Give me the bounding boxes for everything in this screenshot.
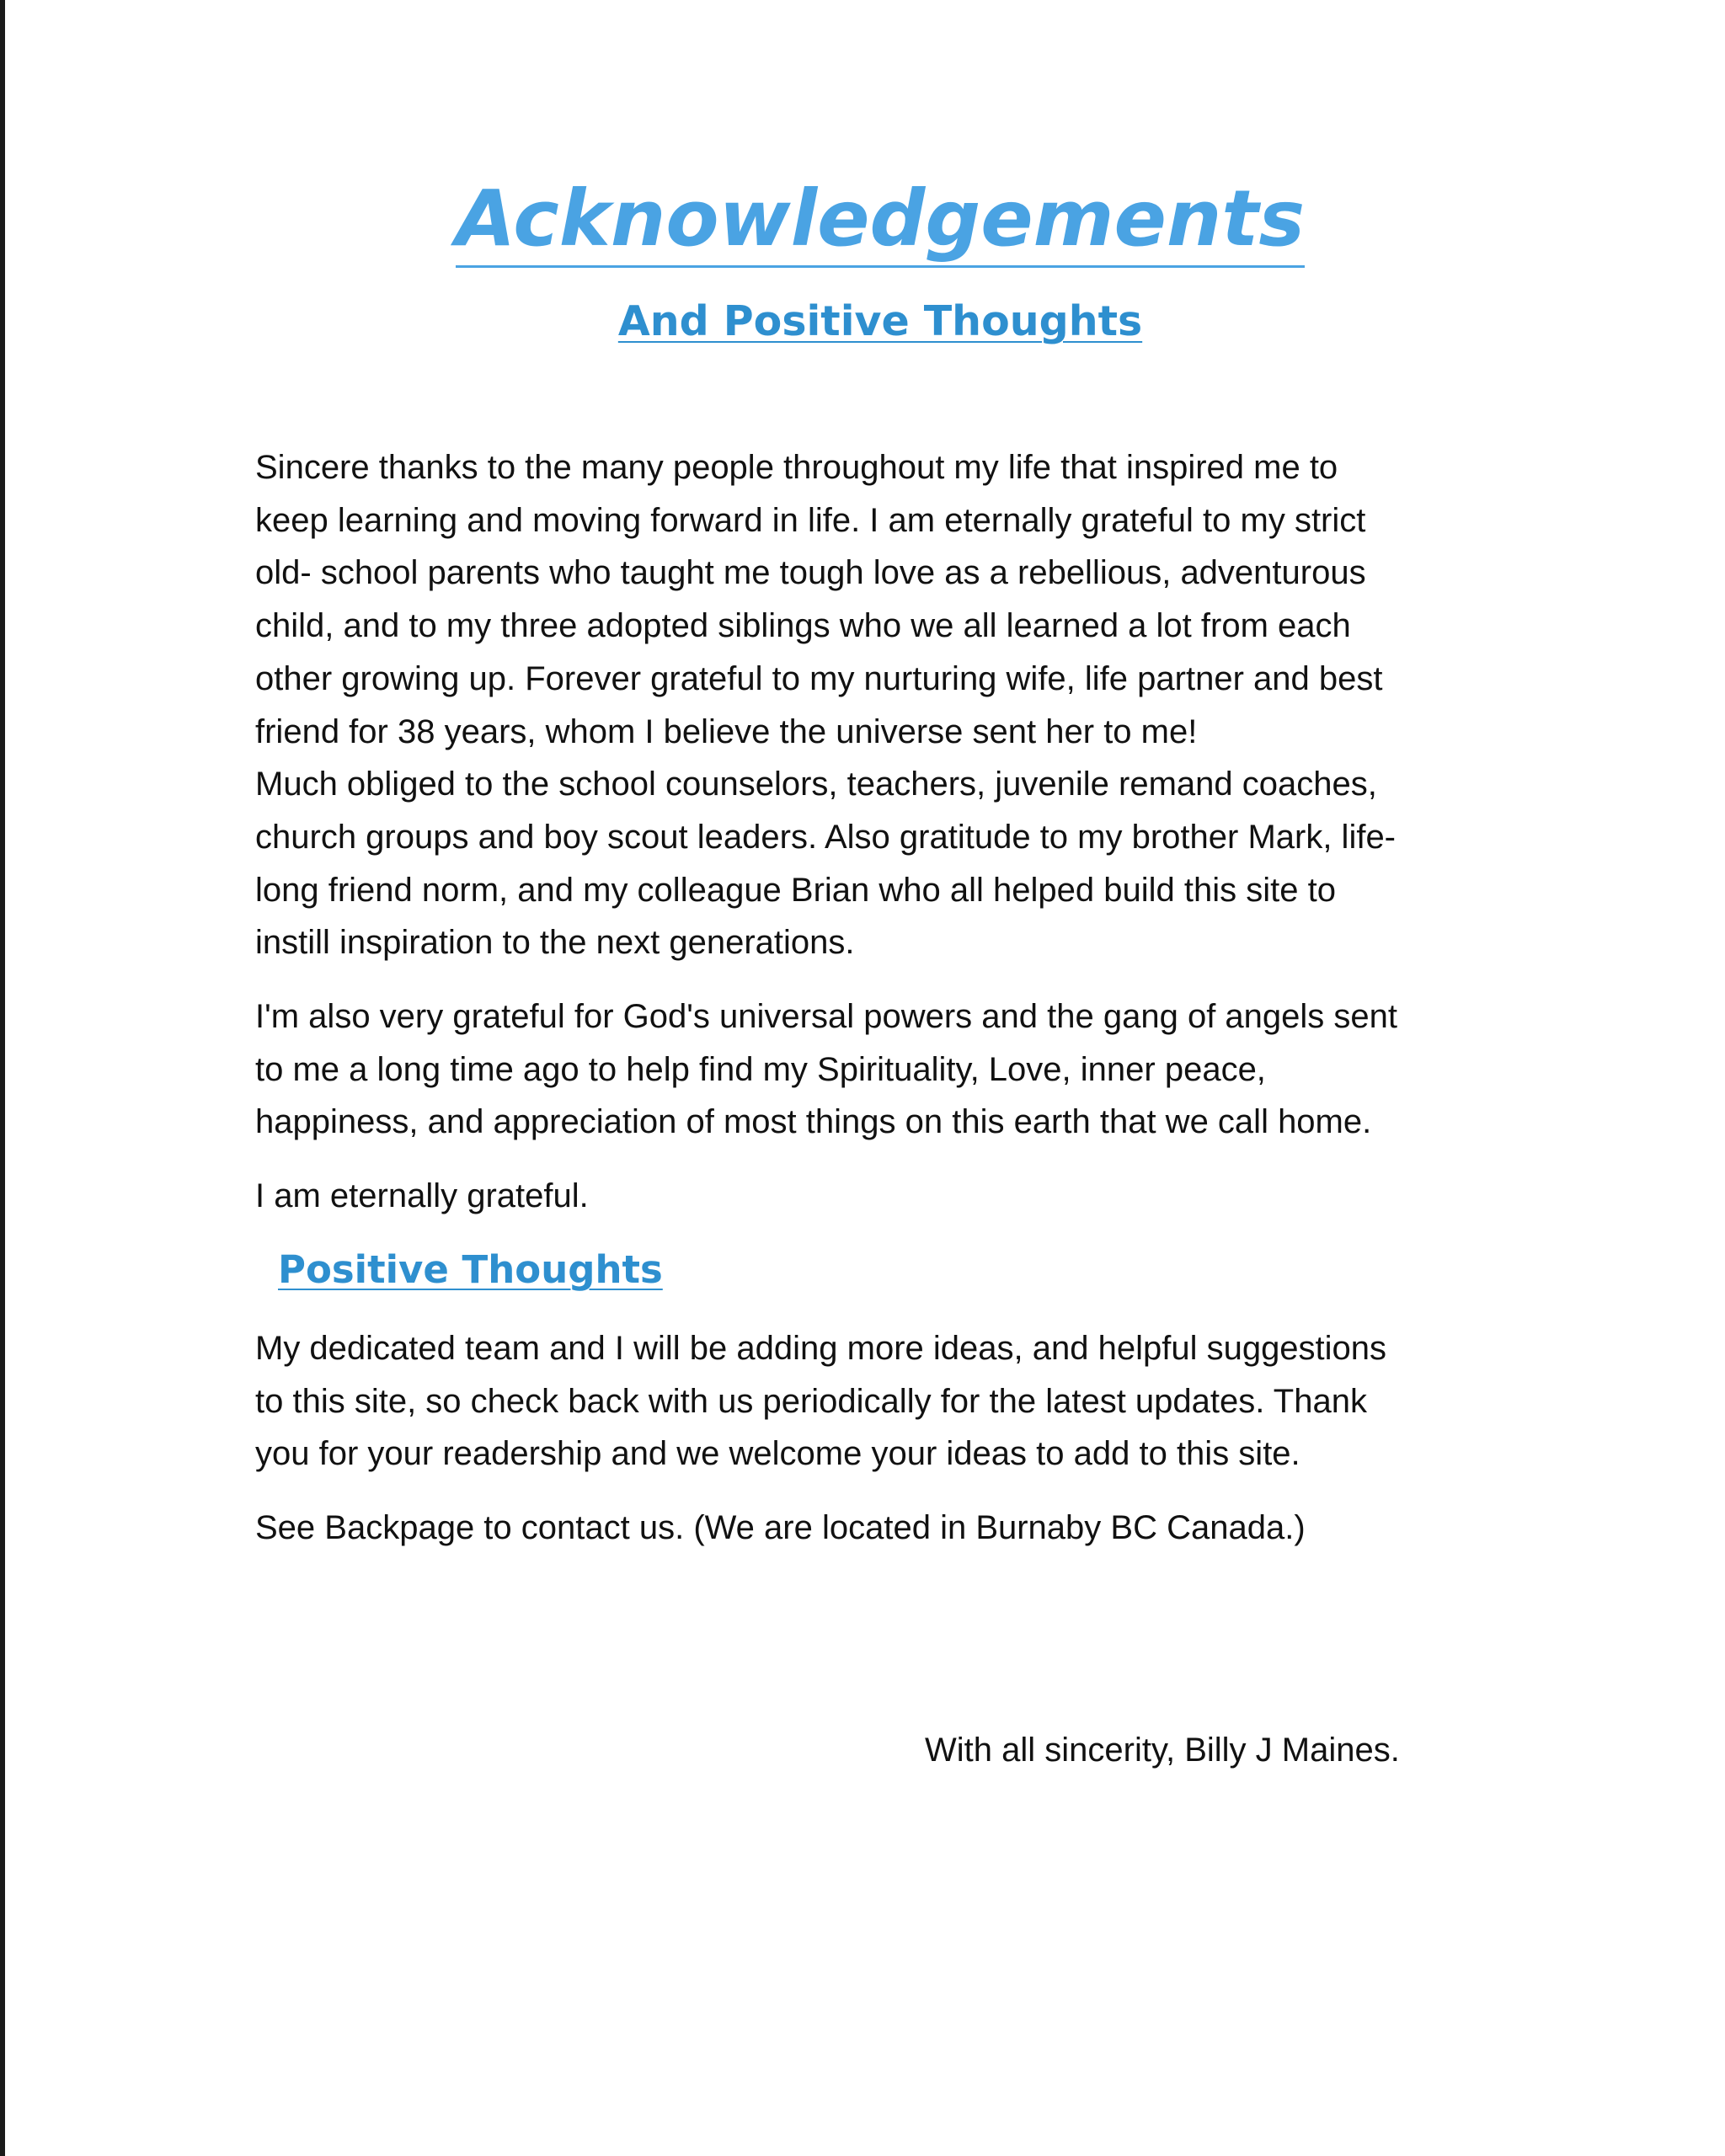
signature-line: With all sincerity, Billy J Maines. [925, 1732, 1400, 1769]
paragraph-contact: See Backpage to contact us. (We are located in Burnaby BC Canada.) [255, 1509, 1306, 1546]
paragraph-team: My dedicated team and I will be adding more ideas, and helpful suggestions to this site, so check back with us periodically for the latest updates. Thank you for your readership and we welcome your ideas to add to this site. [255, 1330, 1387, 1473]
page-title [0, 173, 1725, 265]
page-subtitle: And Positive Thoughts [617, 297, 1143, 345]
paragraph-grateful: I am eternally grateful. [255, 1177, 589, 1214]
paragraph-thanks: Sincere thanks to the many people throughout my life that inspired me to keep learning and moving forward in life. I am eternally grateful to my strict old- school parents who taught me tough love as a rebellious, adventurous child, and to my three adopted siblings who we all learned a lot from each other growing up. Forever grateful to my nurturing wife, life partner and best friend for 38 years, whom I believe the universe sent her to me! Much obliged to the school counselors, teachers, juvenile remand coaches, church groups and boy scout leaders. Also gratitude to my brother Mark, life- long friend norm, and my colleague Brian who all helped build this site to instill inspiration to the next generations. [255, 449, 1397, 962]
section-heading-positive-thoughts: Positive Thoughts [278, 1247, 663, 1292]
paragraph-spirituality: I'm also very grateful for God's universal powers and the gang of angels sent to me a long time ago to help find my Spirituality, Love, inner peace, happiness, and appreciation of most things on this earth that we call home. [255, 998, 1398, 1141]
page-title-text: Acknowledgements [456, 173, 1305, 268]
